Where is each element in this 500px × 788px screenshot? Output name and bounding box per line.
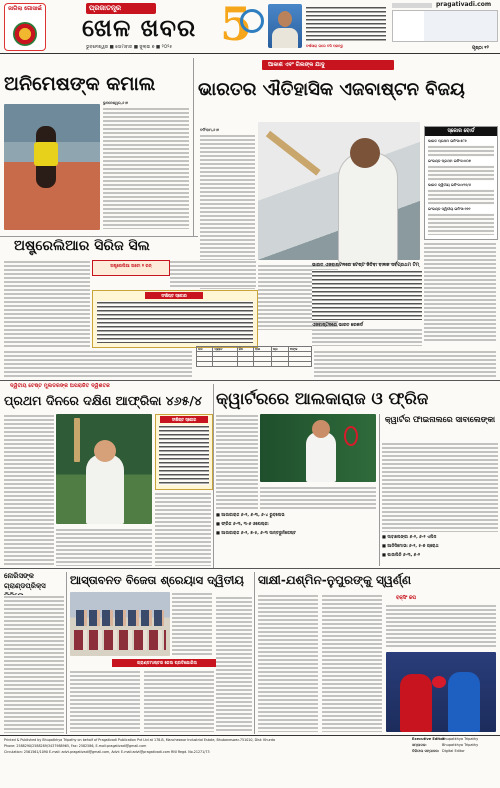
paper-name: ପ୍ରଜାତନ୍ତ୍ର: [89, 4, 122, 12]
table-header-cell: ଜିତ: [237, 347, 253, 352]
section-title: ଖେଳ ଖବର: [82, 14, 197, 42]
exec-editor-name: Bhupatkhya Tripathy: [442, 737, 479, 741]
animesh-headline: ଅନିମେଷଙ୍କ କମାଲ: [4, 73, 156, 95]
anniversary-ring: [240, 9, 264, 33]
portrait-face: [278, 11, 292, 27]
edgbaston-dateline: ବର୍ମିଂହାମ,୬।୭: [200, 128, 220, 132]
cricketer-figure: [86, 454, 124, 524]
australia-body-col2: [170, 260, 256, 288]
paper-name-badge: [86, 3, 156, 14]
points-table: [196, 346, 312, 376]
boxer-right: [448, 672, 480, 732]
alcaraz-results: [216, 512, 376, 566]
animesh-body: [103, 107, 189, 229]
edgbaston-records-list: [312, 270, 422, 320]
raised-bat: [74, 418, 80, 462]
scoreboard: [424, 126, 498, 240]
australia-infobox-title: ଅଷ୍ଟ୍ରେଲିଆ ଅଟୋ ୧ ରନ୍: [110, 263, 152, 268]
footer-rule: [0, 735, 500, 736]
sabalenka-body: [382, 442, 498, 532]
bottom-headline-right: ସାକ୍ଷୀ-ଯଶ୍ମିନ-ନୁପୁରଙ୍କୁ ସ୍ୱର୍ଣ୍ଣ: [258, 573, 412, 587]
footer-line-1: Printed & Published by Bhupatkhya Tripathy on behalf of Pragativadi Publication Pvt Ltd at 178-B, Mancheswar Industrial Estate, Bhubaneswar-751010, Dist: Khurda: [4, 738, 275, 742]
alcaraz-photo: [260, 414, 376, 482]
edgbaston-photo: [258, 122, 420, 260]
south-africa-photo: [56, 414, 152, 524]
section-rule-3: [0, 568, 500, 569]
masthead-ad: [392, 10, 498, 42]
editor-label: ସମ୍ପାଦକ:: [412, 743, 427, 747]
cricket-bat: [266, 131, 321, 176]
column-divider-bottom-2: [254, 572, 255, 734]
table-header-cell: ଅଙ୍କ: [288, 347, 311, 352]
table-header-cell: ଡ୍ର: [271, 347, 288, 352]
player-head: [312, 420, 330, 438]
australia-scorebox-lines: [97, 301, 253, 343]
edgbaston-subhead-1: ଭାରତ ଏଜବାଷ୍ଟନରେ ଟେଷ୍ଟ ଜିତିବା ବାଳକ ସର୍ବପ୍ରଥମ ଟିମ୍: [312, 263, 420, 268]
boxing-body-col3: [386, 604, 496, 648]
left-logo: [4, 3, 46, 51]
alcaraz-body-col2: [260, 486, 376, 510]
portrait-body: [272, 28, 298, 48]
left-logo-text: ଜାଗିଲା ଗୋସାଇଁ: [8, 6, 42, 12]
dateline: ଭୁବନେଶ୍ୱର ■ ସୋମବାର ■ ଜୁଲାଇ ୭ ■ ୨୦୨୫: [86, 45, 173, 50]
australia-infobox: [92, 260, 170, 276]
result-line-5: ■ ଆନିସିମୋଭା ୬-୨, ୫-୭ ଗ୍ରୋଥ: [382, 543, 439, 548]
deity-illustration: [13, 22, 37, 46]
australia-body-col4: [4, 350, 192, 378]
boxer-left: [400, 674, 432, 732]
brief-headline: ନୋରିସଙ୍କ ଗ୍ରାଣ୍ଡପ୍ରିକ୍ସ: [4, 572, 46, 590]
footer-line-2: Phone: 2588290/2588289/3437988965, Fax: 2582586, E-mail:pragativadi@gmail.com: [4, 744, 147, 748]
group-row-1: [76, 610, 164, 626]
anniversary-text: [306, 6, 386, 42]
chess-body-col4: [216, 596, 252, 732]
boxing-body-col1: [258, 594, 318, 732]
table-header-cell: ଦଳ: [197, 347, 213, 352]
edgbaston-body-col4: [312, 328, 422, 346]
batsman-head: [350, 138, 380, 168]
result-line-3: ■ ଆଲକାରାଜ ୬-୨, ୭-୫, ୬-୩ ସାନ୍ତରୁନିଜେଷ୍ଟ: [216, 530, 297, 535]
chess-body-col3: [144, 670, 214, 732]
result-line-1: ■ ଆଲକାରାଜ ୬-୧, ୬-୩, ୬-୪ ରୁବଲେଭ: [216, 512, 285, 517]
boxing-photo: [386, 652, 496, 732]
masthead: [0, 0, 500, 54]
south-africa-kicker: ଦ୍ୱିତୀୟ ଟେଷ୍ଟ ମୁଲଡରଙ୍କ ଅପରାଜିତ ଦ୍ୱିଶତକ: [10, 383, 110, 389]
scoreboard-line-2: ଇଂଲଣ୍ଡ ପ୍ରଥମ ଇନିଂସ:୪୦୭: [428, 159, 471, 163]
points-table-grid: [196, 346, 312, 367]
animesh-photo: [4, 104, 100, 230]
brief-body: [4, 595, 64, 733]
group-row-2: [74, 630, 166, 650]
table-header-cell: ମ୍ୟାଚ: [213, 347, 237, 352]
edgbaston-kicker: ଆକାଶ ଏବଂ ଗିଲଙ୍କ ଯାଦୁ: [262, 60, 394, 70]
south-africa-scorebox: [155, 414, 213, 490]
australia-headline: ଅଷ୍ଟ୍ରେଲିଆର ସିରିଜ ସିଲ: [14, 238, 150, 254]
south-africa-headline: ପ୍ରଥମ ଦିନରେ ଦକ୍ଷିଣ ଆଫ୍ରିକା ୪୬୫/୪: [4, 393, 202, 408]
south-africa-scorebox-title: ସଂକ୍ଷିପ୍ତ ସ୍କୋର: [160, 416, 208, 423]
south-africa-scorebox-lines: [159, 425, 209, 485]
chess-body-col1: [172, 592, 212, 656]
scoreboard-detail-4: [428, 213, 494, 235]
scoreboard-line-4: ଇଂଲଣ୍ଡ ଦ୍ୱିତୀୟ ଇନିଂସ:୨୭୧: [428, 207, 471, 211]
bottom-headline-left: ଆସ୍ତାବନତ ବିଜେତା ଶ୍ରେୟାସ ଦ୍ୱିତୀୟ: [70, 573, 244, 587]
edgbaston-subhead-2: ଏଜବାଷ୍ଟନରେ ଭାରତ ରେକର୍ଡ: [312, 323, 363, 328]
australia-scorebox-title: ସଂକ୍ଷିପ୍ତ ସ୍କୋର: [145, 292, 203, 299]
south-africa-body-col1: [4, 414, 54, 566]
athlete-jersey: [34, 142, 58, 166]
sabalenka-headline: କ୍ୱାର୍ଟର ଫାଇନାଲରେ ସାବାଲେଙ୍କା: [384, 415, 496, 424]
footer-line-3: Circulation: 2561561/1090 E-mail: advt.pragativadi@gmail.com, Advt: E-mail:advt@pragativadi.com RNI Regd. No.21271/73: [4, 750, 210, 754]
anniversary-number: 5: [220, 0, 253, 51]
scoreboard-title: ସ୍କୋର ବୋର୍ଡ: [425, 127, 497, 136]
result-line-2: ■ ଫ୍ରିଜ ୬-୩, ୩-୬ ଓପେଲ୍କା: [216, 521, 269, 526]
alcaraz-body-col1: [216, 414, 258, 510]
editor-name: Bhupatkhya Tripathy: [442, 743, 479, 747]
boxing-kicker: ବକ୍ସିଂ କପ: [396, 596, 416, 601]
digital-editor-name: Digital Editor: [442, 749, 465, 753]
tennis-racket: [344, 426, 358, 446]
boxing-glove: [432, 676, 446, 688]
edgbaston-body-col2: [424, 242, 496, 342]
player-figure: [306, 432, 336, 482]
exec-editor-label: Executive Editor:: [412, 737, 446, 741]
column-divider-alcaraz: [379, 414, 380, 566]
edgbaston-headline: ଭାରତର ଐତିହାସିକ ଏଜବାଷ୍ଟନ ବିଜୟ: [198, 79, 465, 100]
boxing-body-col2: [322, 594, 382, 732]
masthead-rule: [0, 53, 500, 54]
result-line-4: ■ ସାବାଲେଙ୍କା ୬-୨, ୬-୨ ଏଲିସ: [382, 534, 437, 539]
table-header-cell: ହାର: [254, 347, 272, 352]
chess-body-col2: [70, 670, 140, 732]
masthead-small-print: [392, 3, 432, 8]
australia-scorebox: [92, 290, 258, 348]
result-line-6: ■ ପାଉଲିନି ୬-୩, ୬-୨: [382, 552, 421, 557]
scoreboard-detail-3: [428, 189, 494, 205]
scoreboard-detail-2: [428, 165, 494, 181]
column-divider-bottom-1: [66, 572, 67, 734]
chess-photo: [70, 592, 170, 656]
page-number: ପୃଷ୍ଠା ୧୨: [472, 46, 489, 51]
south-africa-body-col2: [56, 528, 152, 566]
south-africa-body-col3: [155, 492, 211, 566]
batsman-figure: [338, 152, 398, 264]
edgbaston-body-col5: [314, 350, 496, 378]
anniversary-portrait: [268, 4, 302, 48]
scoreboard-line-1: ଭାରତ ପ୍ରଥମ ଇନିଂସ:୫୮୭: [428, 139, 467, 143]
digital-editor-label: ଡିଜିଟାଲ ସମ୍ପାଦକ:: [412, 749, 440, 753]
cricketer-head: [94, 440, 116, 462]
bottom-redbar: [112, 659, 222, 667]
bottom-redbar-text: ଗ୍ରାଣ୍ଡମାଷ୍ଟର ଜେଲ ପ୍ରତିଯୋଗିତା: [137, 660, 197, 665]
scoreboard-detail-1: [428, 145, 494, 157]
website: pragativadi.com: [436, 1, 492, 8]
section-rule-2: [0, 380, 500, 381]
alcaraz-headline: କ୍ୱାର୍ଟରରେ ଆଲକାରାଜ ଓ ଫ୍ରିଜ: [216, 389, 429, 408]
anniversary-logo: [218, 0, 266, 51]
scoreboard-line-3: ଭାରତ ଦ୍ୱିତୀୟ ଇନିଂସ:୪୨୭/୬: [428, 183, 471, 187]
animesh-dateline: ଭୁବନେଶ୍ୱର,୬।୭: [103, 101, 129, 105]
table-row: [197, 362, 312, 367]
subscription-note: ବର୍ଷସାରା ଘରେ ବସି ପଢନ୍ତୁ: [306, 44, 344, 48]
footer-credits: [412, 737, 498, 759]
column-divider-mid: [213, 384, 214, 568]
sabalenka-results: [382, 534, 498, 566]
column-divider-top: [193, 58, 194, 236]
australia-body-col1: [4, 260, 90, 348]
